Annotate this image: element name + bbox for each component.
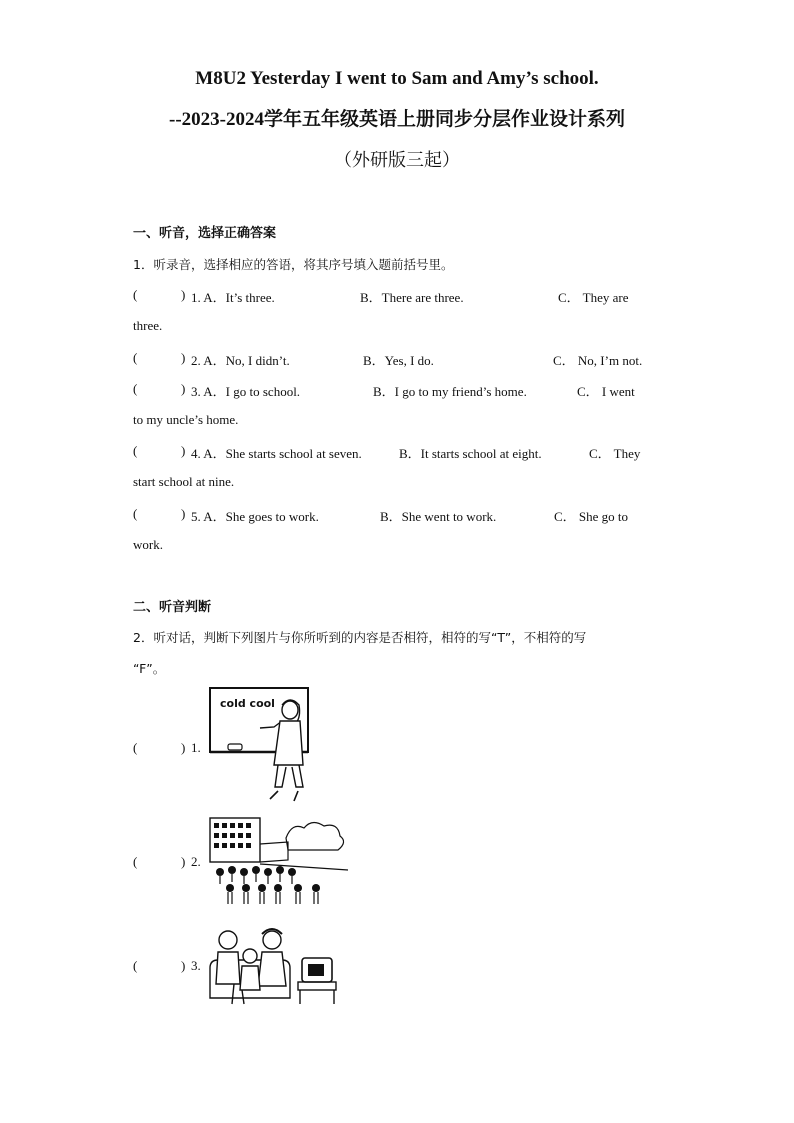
answer-paren-right: ): [181, 958, 186, 973]
option-c-continuation: three.: [133, 318, 163, 333]
section-2-instruction-cont: “F”。: [133, 661, 166, 676]
answer-paren-left[interactable]: (: [133, 381, 138, 396]
item-number: 3.: [191, 958, 201, 973]
family-tv-image: [206, 924, 338, 1010]
question-row-2: [133, 350, 663, 370]
answer-paren-left[interactable]: (: [133, 958, 138, 973]
option-c: C． They: [589, 446, 641, 461]
answer-paren-right: ): [181, 287, 186, 302]
section-2-instruction: 2．听对话，判断下列图片与你所听到的内容是否相符，相符的写“T”，不相符的写: [133, 630, 587, 645]
option-c-continuation: to my uncle’s home.: [133, 412, 239, 427]
section-1-instruction: 1．听录音，选择相应的答语，将其序号填入题前括号里。: [133, 257, 454, 272]
answer-paren-left[interactable]: (: [133, 287, 138, 302]
answer-paren-left[interactable]: (: [133, 740, 138, 755]
item-number: 2.: [191, 854, 201, 869]
option-c: C． I went: [577, 384, 635, 399]
option-b: B．There are three.: [360, 290, 464, 305]
option-b: B．It starts school at eight.: [399, 446, 542, 461]
answer-paren-right: ): [181, 443, 186, 458]
question-row-3: [133, 381, 663, 401]
title-line-2: --2023-2024学年五年级英语上册同步分层作业设计系列: [169, 109, 625, 130]
option-c: C． No, I’m not.: [553, 353, 643, 368]
item-number: 1.: [191, 740, 201, 755]
section-2-heading: 二、听音判断: [133, 600, 212, 615]
section-1-heading: 一、听音，选择正确答案: [133, 226, 277, 241]
option-c: C． She go to: [554, 509, 629, 524]
answer-paren-right: ): [181, 854, 186, 869]
option-c-continuation: start school at nine.: [133, 474, 235, 489]
answer-paren-right: ): [181, 740, 186, 755]
option-a: 5. A．She goes to work.: [191, 509, 319, 524]
answer-paren-right: ): [181, 350, 186, 365]
option-b: B．I go to my friend’s home.: [373, 384, 527, 399]
option-b: B．Yes, I do.: [363, 353, 434, 368]
option-a: 1. A．It’s three.: [191, 290, 275, 305]
option-c: C． They are: [558, 290, 629, 305]
answer-paren-left[interactable]: (: [133, 350, 138, 365]
option-a: 3. A．I go to school.: [191, 384, 301, 399]
teacher-blackboard-image: [208, 687, 310, 805]
option-c-continuation: work.: [133, 537, 163, 552]
question-row-5: [133, 506, 663, 526]
answer-paren-right: ): [181, 381, 186, 396]
school-students-image: [208, 814, 350, 908]
option-b: B．She went to work.: [380, 509, 497, 524]
answer-paren-left[interactable]: (: [133, 854, 138, 869]
option-a: 2. A．No, I didn’t.: [191, 353, 290, 368]
question-row-1: [133, 287, 663, 307]
title-line-1: M8U2 Yesterday I went to Sam and Amy’s school.: [195, 68, 599, 89]
title-line-3: （外研版三起）: [334, 150, 460, 171]
question-row-4: [133, 443, 663, 463]
answer-paren-left[interactable]: (: [133, 443, 138, 458]
answer-paren-right: ): [181, 506, 186, 521]
board-text: cold cool: [220, 697, 275, 710]
option-a: 4. A．She starts school at seven.: [191, 446, 362, 461]
answer-paren-left[interactable]: (: [133, 506, 138, 521]
